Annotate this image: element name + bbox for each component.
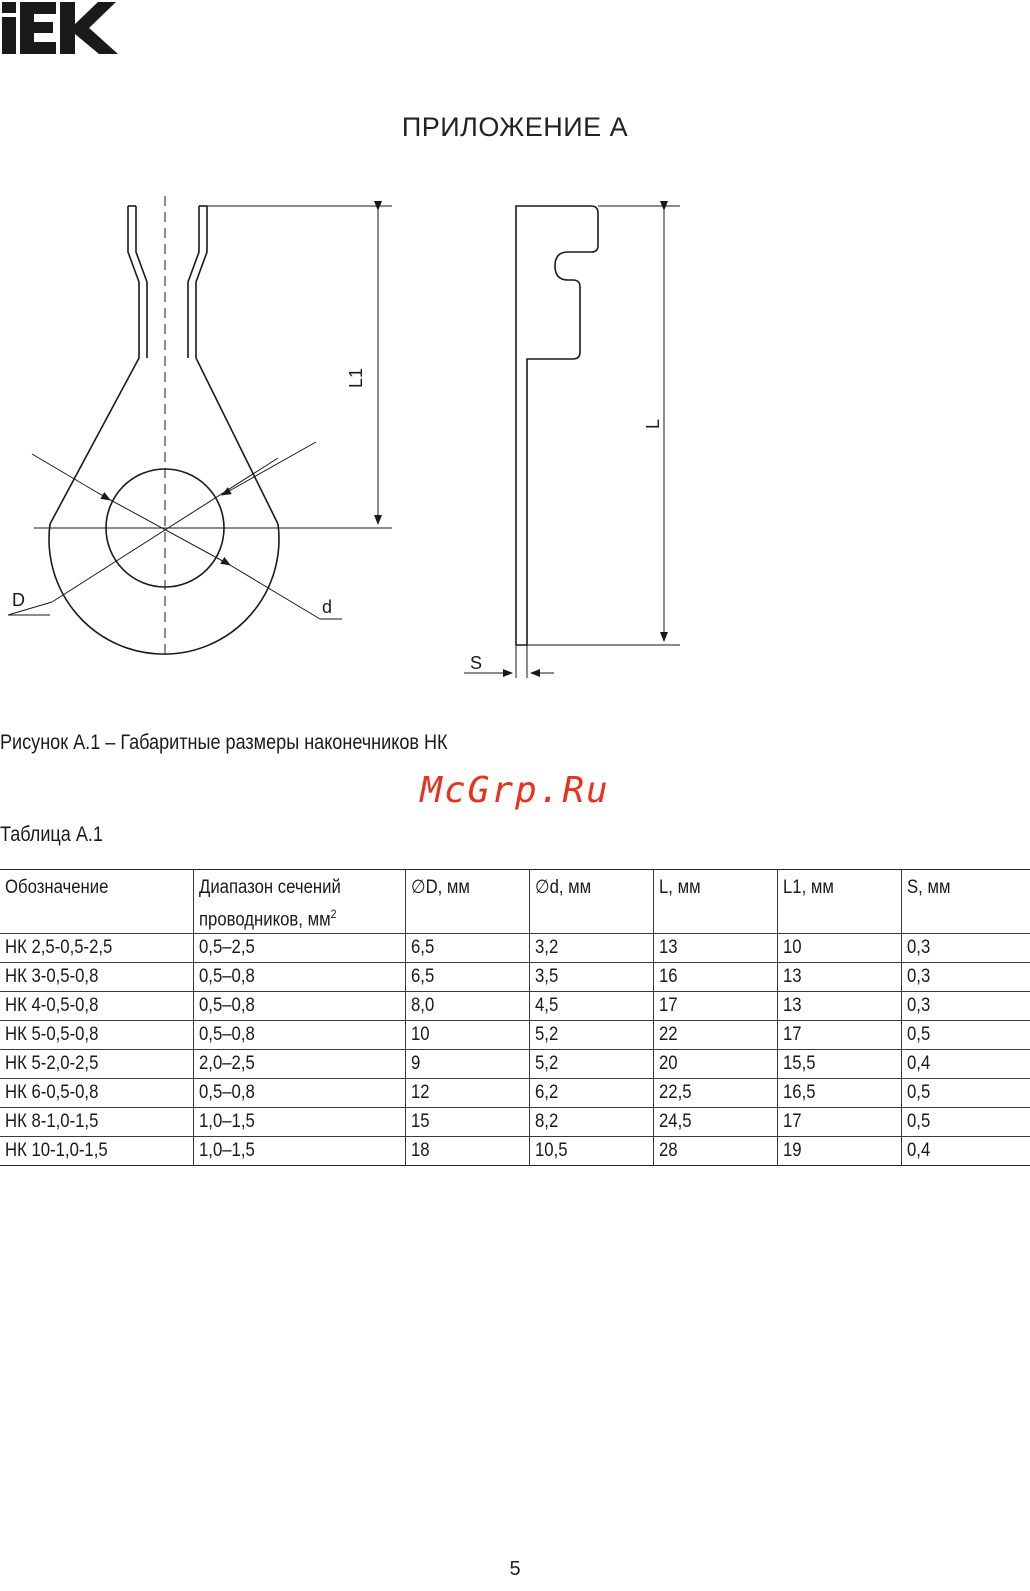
cell-l: 28 (653, 1137, 777, 1166)
cell-designation: НК 8-1,0-1,5 (0, 1108, 193, 1137)
cell-designation: НК 2,5-0,5-2,5 (0, 934, 193, 963)
cell-range: 0,5–0,8 (193, 963, 405, 992)
cell-inner-diameter: 4,5 (529, 992, 653, 1021)
cell-inner-diameter: 3,5 (529, 963, 653, 992)
cell-inner-diameter: 6,2 (529, 1079, 653, 1108)
cell-designation: НК 6-0,5-0,8 (0, 1079, 193, 1108)
cell-outer-diameter: 8,0 (405, 992, 529, 1021)
label-l: L (643, 418, 663, 430)
iek-logo-mark (2, 2, 118, 54)
lug-dimensions-table (0, 869, 1030, 1166)
table-row (0, 1079, 1030, 1108)
column-header-l: L, мм (653, 870, 777, 934)
cell-range: 1,0–1,5 (193, 1137, 405, 1166)
table-row (0, 1108, 1030, 1137)
cell-designation: НК 10-1,0-1,5 (0, 1137, 193, 1166)
cell-outer-diameter: 10 (405, 1021, 529, 1050)
lug-dimension-drawing (0, 188, 1030, 708)
center-lines (34, 196, 300, 660)
cell-l1: 17 (777, 1021, 901, 1050)
column-header-designation: Обозначение (0, 870, 193, 934)
cell-l: 13 (653, 934, 777, 963)
table-title: Таблица А.1 (0, 823, 103, 846)
diameter-dimension-lines (8, 442, 342, 619)
appendix-title: ПРИЛОЖЕНИЕ А (401, 112, 629, 142)
cell-inner-diameter: 10,5 (529, 1137, 653, 1166)
column-header-l1: L1, мм (777, 870, 901, 934)
column-header-s: S, мм (901, 870, 1030, 934)
cell-l1: 10 (777, 934, 901, 963)
column-header-range: Диапазон сечений проводников, $мм^2$ (193, 870, 405, 934)
cell-s: 0,3 (901, 963, 1030, 992)
cell-range: 0,5–0,8 (193, 1079, 405, 1108)
table-row (0, 1021, 1030, 1050)
cell-inner-diameter: 5,2 (529, 1021, 653, 1050)
cell-s: 0,4 (901, 1050, 1030, 1079)
cell-inner-diameter: 3,2 (529, 934, 653, 963)
cell-inner-diameter: 5,2 (529, 1050, 653, 1079)
label-s: S (470, 653, 483, 673)
lug-front-view (49, 206, 279, 654)
cell-l1: 17 (777, 1108, 901, 1137)
cell-inner-diameter: 8,2 (529, 1108, 653, 1137)
cell-l1: 13 (777, 963, 901, 992)
cell-range: 0,5–0,8 (193, 1021, 405, 1050)
page-number: 5 (509, 1558, 521, 1580)
cell-s: 0,5 (901, 1021, 1030, 1050)
column-header-outer-diameter: ∅D, мм (405, 870, 529, 934)
table-row (0, 934, 1030, 963)
cell-l1: 16,5 (777, 1079, 901, 1108)
cell-s: 0,5 (901, 1079, 1030, 1108)
cell-outer-diameter: 6,5 (405, 963, 529, 992)
cell-l1: 15,5 (777, 1050, 901, 1079)
cell-designation: НК 5-0,5-0,8 (0, 1021, 193, 1050)
cell-range: 2,0–2,5 (193, 1050, 405, 1079)
cell-designation: НК 5-2,0-2,5 (0, 1050, 193, 1079)
cell-outer-diameter: 9 (405, 1050, 529, 1079)
cell-l: 17 (653, 992, 777, 1021)
cell-range: 0,5–0,8 (193, 992, 405, 1021)
column-header-inner-diameter: ∅d, мм (529, 870, 653, 934)
table-row (0, 1050, 1030, 1079)
cell-s: 0,4 (901, 1137, 1030, 1166)
cell-l: 22,5 (653, 1079, 777, 1108)
figure-caption: Рисунок А.1 – Габаритные размеры наконечников НК (0, 731, 448, 754)
cell-l: 20 (653, 1050, 777, 1079)
cell-l: 16 (653, 963, 777, 992)
table-row (0, 1137, 1030, 1166)
table-header-row (0, 870, 1030, 934)
watermark: McGrp.Ru (420, 770, 610, 811)
cell-range: 0,5–2,5 (193, 934, 405, 963)
lug-side-view (516, 206, 598, 645)
cell-s: 0,3 (901, 992, 1030, 1021)
label-l1: L1 (346, 367, 366, 389)
cell-outer-diameter: 18 (405, 1137, 529, 1166)
label-inner-diameter: d (322, 597, 333, 617)
cell-s: 0,5 (901, 1108, 1030, 1137)
cell-designation: НК 3-0,5-0,8 (0, 963, 193, 992)
cell-l: 24,5 (653, 1108, 777, 1137)
cell-range: 1,0–1,5 (193, 1108, 405, 1137)
cell-s: 0,3 (901, 934, 1030, 963)
iek-logo (2, 2, 118, 54)
table-row (0, 992, 1030, 1021)
cell-outer-diameter: 15 (405, 1108, 529, 1137)
table-row (0, 963, 1030, 992)
cell-designation: НК 4-0,5-0,8 (0, 992, 193, 1021)
cell-l1: 13 (777, 992, 901, 1021)
label-outer-diameter: D (12, 590, 25, 610)
cell-l1: 19 (777, 1137, 901, 1166)
cell-outer-diameter: 12 (405, 1079, 529, 1108)
technical-drawing (0, 188, 1030, 708)
cell-outer-diameter: 6,5 (405, 934, 529, 963)
cell-l: 22 (653, 1021, 777, 1050)
